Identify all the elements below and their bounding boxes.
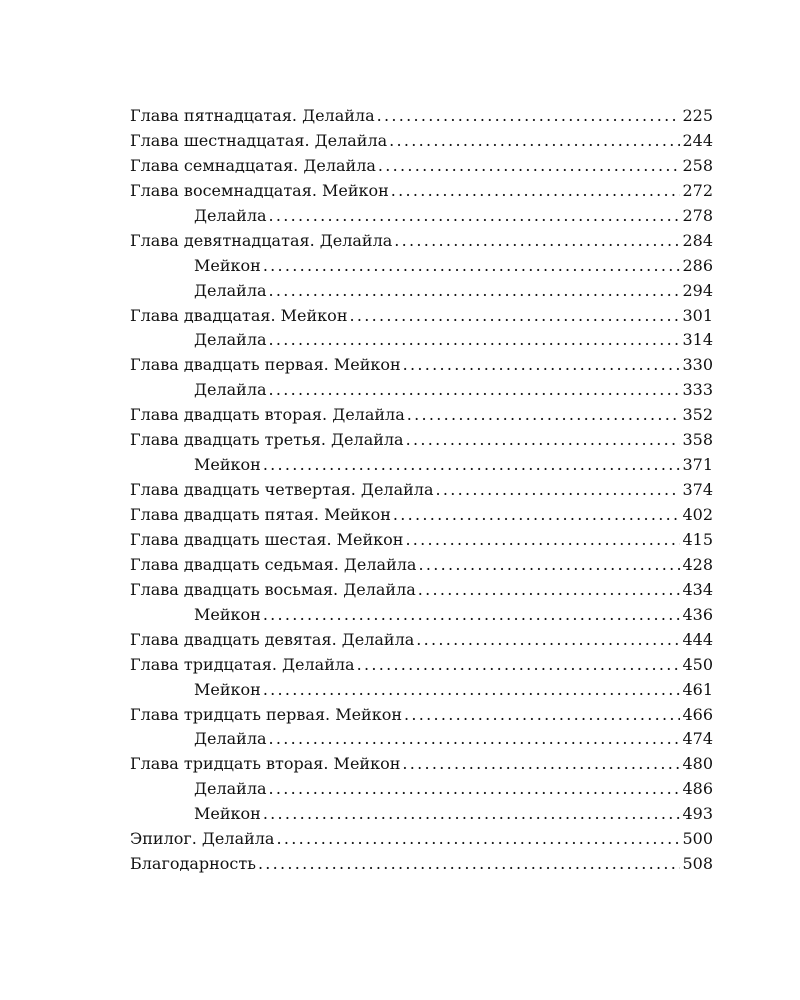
toc-dot-leader [391, 181, 681, 200]
toc-entry [130, 181, 713, 206]
toc-subentry [130, 455, 713, 480]
toc-entry [130, 630, 713, 655]
toc-entry-title: Делайла [194, 729, 267, 749]
toc-entry [130, 530, 713, 555]
toc-dot-leader [269, 206, 681, 225]
toc-dot-leader [435, 480, 680, 499]
toc-dot-leader [269, 330, 681, 349]
toc-page-number: 415 [682, 529, 713, 549]
toc-entry-title: Глава тридцатая. Делайла [130, 654, 355, 674]
toc-page-number: 466 [682, 704, 713, 724]
toc-page-number: 508 [682, 854, 713, 874]
toc-page-number: 371 [682, 455, 713, 475]
toc-subentry [130, 680, 713, 705]
toc-page-number: 225 [682, 106, 713, 125]
toc-dot-leader [263, 605, 681, 624]
toc-entry-title: Глава двадцать четвертая. Делайла [130, 480, 434, 500]
toc-dot-leader [393, 505, 681, 524]
toc-dot-leader [276, 829, 680, 848]
toc-entry-title: Мейкон [194, 455, 261, 475]
toc-entry-title: Глава шестнадцатая. Делайла [130, 130, 388, 150]
toc-entry-title: Глава двадцать восьмая. Делайла [130, 579, 416, 599]
toc-dot-leader [405, 530, 680, 549]
toc-entry [130, 754, 713, 779]
toc-entry-title: Глава девятнадцатая. Делайла [130, 230, 393, 250]
toc-entry [130, 655, 713, 680]
toc-dot-leader [269, 779, 681, 798]
toc-entry-title: Глава двадцатая. Мейкон [130, 305, 348, 325]
toc-entry-title: Мейкон [194, 604, 261, 624]
toc-entry-title: Глава восемнадцатая. Мейкон [130, 180, 389, 200]
toc-dot-leader [258, 854, 681, 873]
toc-dot-leader [357, 655, 681, 674]
toc-dot-leader [263, 256, 681, 275]
toc-entry-title: Делайла [194, 280, 267, 300]
toc-entry [130, 231, 713, 256]
toc-page-number: 500 [682, 829, 713, 849]
toc-page-number: 474 [682, 729, 713, 749]
toc-subentry [130, 256, 713, 281]
toc-page-number: 284 [682, 230, 713, 250]
toc-page-number: 272 [682, 180, 713, 200]
toc-entry-title: Мейкон [194, 255, 261, 275]
toc-dot-leader [349, 306, 680, 325]
toc-entry-title: Глава двадцать третья. Делайла [130, 430, 404, 450]
toc-page-number: 294 [682, 280, 713, 300]
toc-entry [130, 355, 713, 380]
toc-entry [130, 505, 713, 530]
toc-dot-leader [418, 580, 681, 599]
toc-dot-leader [269, 380, 681, 399]
toc-entry [130, 829, 713, 854]
toc-dot-leader [377, 106, 681, 125]
toc-entry [130, 156, 713, 181]
toc-entry-title: Глава двадцать вторая. Делайла [130, 405, 405, 425]
toc-entry [130, 405, 713, 430]
toc-entry-title: Глава тридцать вторая. Мейкон [130, 754, 401, 774]
toc-entry [130, 430, 713, 455]
toc-entry [130, 480, 713, 505]
toc-dot-leader [269, 281, 681, 300]
toc-dot-leader [394, 231, 680, 250]
toc-entry-title: Глава двадцать шестая. Мейкон [130, 529, 404, 549]
toc-entry [130, 854, 713, 879]
toc-page-number: 493 [682, 804, 713, 824]
toc-dot-leader [263, 455, 681, 474]
toc-dot-leader [407, 405, 681, 424]
toc-entry-title: Глава пятнадцатая. Делайла [130, 106, 375, 125]
toc-dot-leader [263, 680, 681, 699]
toc-dot-leader [263, 804, 681, 823]
toc-entry-title: Глава тридцать первая. Мейкон [130, 704, 403, 724]
toc-page-number: 402 [682, 505, 713, 524]
toc-dot-leader [404, 705, 680, 724]
toc-entry-title: Делайла [194, 779, 267, 799]
toc-page-number: 286 [682, 255, 713, 275]
toc-page-number: 314 [682, 330, 713, 350]
toc-entry-title: Мейкон [194, 679, 261, 699]
toc-entry-title: Делайла [194, 380, 267, 400]
toc-entry [130, 555, 713, 580]
toc-entry-title: Делайла [194, 205, 267, 225]
table-of-contents [130, 106, 713, 879]
toc-subentry [130, 281, 713, 306]
toc-page-number: 480 [682, 754, 713, 774]
toc-entry-title: Глава двадцать первая. Мейкон [130, 355, 401, 375]
toc-dot-leader [406, 430, 681, 449]
toc-entry-title: Мейкон [194, 804, 261, 824]
toc-subentry [130, 729, 713, 754]
toc-page-number: 244 [682, 130, 713, 150]
toc-page-number: 330 [682, 355, 713, 375]
toc-page-number: 358 [682, 430, 713, 450]
toc-page-number: 436 [682, 604, 713, 624]
toc-dot-leader [378, 156, 681, 175]
toc-entry-title: Эпилог. Делайла [130, 829, 275, 849]
toc-entry [130, 306, 713, 331]
toc-dot-leader [403, 355, 681, 374]
toc-entry-title: Глава двадцать пятая. Мейкон [130, 505, 391, 524]
toc-page-number: 352 [682, 405, 713, 425]
toc-dot-leader [269, 729, 681, 748]
toc-subentry [130, 330, 713, 355]
toc-page-number: 428 [682, 554, 713, 574]
toc-dot-leader [389, 131, 680, 150]
toc-entry [130, 705, 713, 730]
toc-subentry [130, 605, 713, 630]
toc-entry [130, 106, 713, 131]
toc-page-number: 301 [682, 305, 713, 325]
toc-entry-title: Глава семнадцатая. Делайла [130, 155, 376, 175]
toc-page-number: 461 [682, 679, 713, 699]
toc-page-number: 258 [682, 155, 713, 175]
toc-entry-title: Глава двадцать девятая. Делайла [130, 629, 415, 649]
toc-entry [130, 131, 713, 156]
toc-entry [130, 580, 713, 605]
toc-entry-title: Делайла [194, 330, 267, 350]
toc-subentry [130, 779, 713, 804]
toc-page-number: 374 [682, 480, 713, 500]
toc-subentry [130, 206, 713, 231]
toc-dot-leader [416, 630, 680, 649]
toc-page-number: 450 [682, 654, 713, 674]
toc-subentry [130, 380, 713, 405]
toc-page-number: 278 [682, 205, 713, 225]
toc-dot-leader [418, 555, 680, 574]
toc-subentry [130, 804, 713, 829]
toc-entry-title: Глава двадцать седьмая. Делайла [130, 554, 417, 574]
toc-page-number: 333 [682, 380, 713, 400]
toc-page-number: 486 [682, 779, 713, 799]
toc-page-number: 434 [682, 579, 713, 599]
toc-entry-title: Благодарность [130, 854, 256, 874]
toc-dot-leader [402, 754, 680, 773]
toc-page-number: 444 [682, 629, 713, 649]
